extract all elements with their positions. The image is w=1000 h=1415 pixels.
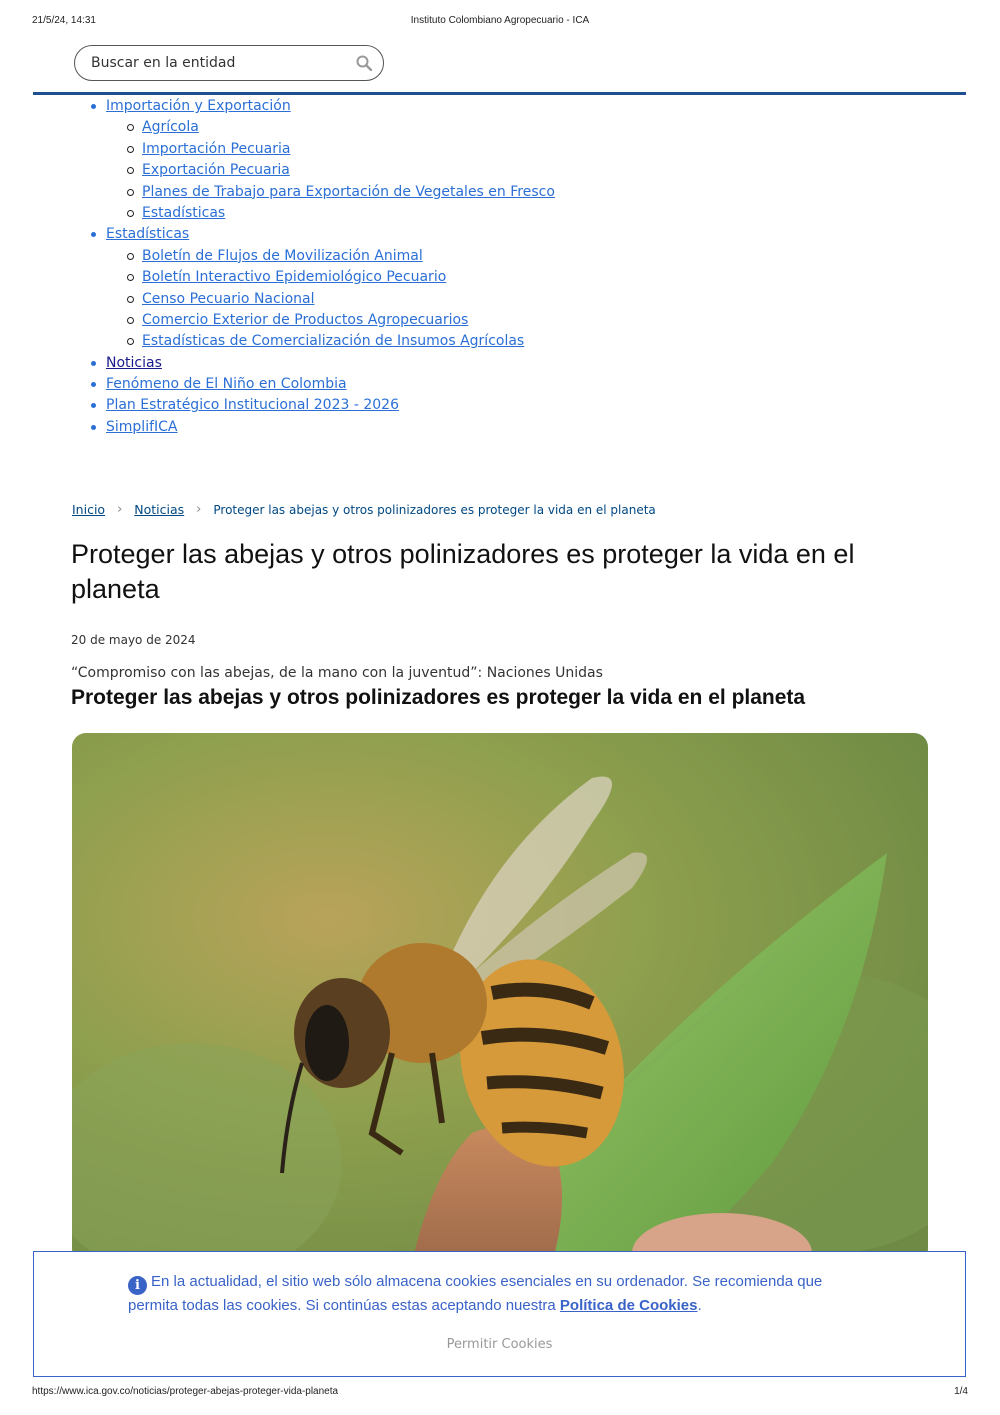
nav-link[interactable]: Plan Estratégico Institucional 2023 - 2026 xyxy=(106,397,399,414)
nav-subitem xyxy=(0,182,1000,203)
print-url: https://www.ica.gov.co/noticias/proteger-abejas-proteger-vida-planeta xyxy=(32,1386,339,1397)
nav-item xyxy=(0,374,1000,395)
nav-subitem xyxy=(0,160,1000,181)
nav-link[interactable]: Estadísticas xyxy=(106,226,190,243)
breadcrumb-home-link[interactable]: Inicio xyxy=(72,502,106,517)
nav-item xyxy=(0,353,1000,374)
breadcrumb-chevron-icon: › xyxy=(117,502,123,517)
nav-link[interactable]: Boletín de Flujos de Movilización Animal xyxy=(142,247,423,264)
breadcrumb-current: Proteger las abejas y otros polinizadores es proteger la vida en el planeta xyxy=(213,502,656,517)
nav-link[interactable]: Comercio Exterior de Productos Agropecuarios xyxy=(142,311,469,328)
cookie-banner xyxy=(33,1251,966,1377)
breadcrumb xyxy=(72,502,656,517)
nav-item xyxy=(0,417,1000,438)
nav-item xyxy=(0,96,1000,117)
main-nav-menu xyxy=(0,96,1000,438)
nav-link[interactable]: Noticias xyxy=(106,354,162,371)
nav-subitem xyxy=(0,331,1000,352)
publication-date: 20 de mayo de 2024 xyxy=(71,633,196,647)
breadcrumb-chevron-icon: › xyxy=(196,502,202,517)
nav-item xyxy=(0,395,1000,416)
allow-cookies-button[interactable]: Permitir Cookies xyxy=(34,1336,965,1353)
nav-link[interactable]: Importación Pecuaria xyxy=(142,140,291,157)
page-title: Proteger las abejas y otros polinizadores es proteger la vida en el planeta xyxy=(71,539,855,604)
nav-link[interactable]: Planes de Trabajo para Exportación de Vegetales en Fresco xyxy=(142,183,555,200)
nav-item xyxy=(0,224,1000,245)
nav-subitem xyxy=(0,310,1000,331)
nav-subitem xyxy=(0,203,1000,224)
search-icon[interactable] xyxy=(356,55,372,71)
breadcrumb-section-link[interactable]: Noticias xyxy=(134,502,185,517)
nav-link[interactable]: Exportación Pecuaria xyxy=(142,162,290,179)
nav-subitem xyxy=(0,139,1000,160)
cookie-policy-link[interactable]: Política de Cookies xyxy=(559,1297,698,1314)
nav-subitem xyxy=(0,117,1000,138)
search-box[interactable] xyxy=(74,45,384,81)
cookie-text-end: . xyxy=(697,1297,702,1314)
print-page-number: 1/4 xyxy=(954,1386,968,1397)
print-datetime: 21/5/24, 14:31 xyxy=(32,15,96,26)
article-subtitle: “Compromiso con las abejas, de la mano con la juventud”: Naciones Unidas xyxy=(71,665,603,681)
article-image xyxy=(72,733,928,1263)
cookie-text: En la actualidad, el sitio web sólo almacena cookies esenciales en su ordenador. Se recomienda que permita todas las cookies. Si continúas estas aceptando nuestra xyxy=(128,1273,823,1314)
nav-subitem xyxy=(0,267,1000,288)
nav-link[interactable]: Agrícola xyxy=(142,119,199,136)
nav-link[interactable]: SimplifICA xyxy=(106,418,178,435)
nav-subitem xyxy=(0,289,1000,310)
nav-link[interactable]: Boletín Interactivo Epidemiológico Pecuario xyxy=(142,269,447,286)
bee-on-leaf-photo xyxy=(72,733,928,1263)
nav-subitem xyxy=(0,246,1000,267)
nav-link[interactable]: Importación y Exportación xyxy=(106,98,291,114)
info-icon: i xyxy=(128,1276,147,1295)
nav-link[interactable]: Censo Pecuario Nacional xyxy=(142,290,315,307)
nav-link[interactable]: Estadísticas de Comercialización de Insumos Agrícolas xyxy=(142,333,525,350)
nav-link[interactable]: Estadísticas xyxy=(142,204,226,221)
nav-link[interactable]: Fenómeno de El Niño en Colombia xyxy=(106,376,347,393)
nav-list xyxy=(0,96,1000,438)
cookie-message xyxy=(128,1271,868,1316)
article-heading: Proteger las abejas y otros polinizadores es proteger la vida en el planeta xyxy=(71,686,806,709)
search-input[interactable] xyxy=(89,54,348,72)
print-page-title: Instituto Colombiano Agropecuario - ICA xyxy=(410,15,590,26)
header-divider xyxy=(33,92,966,95)
